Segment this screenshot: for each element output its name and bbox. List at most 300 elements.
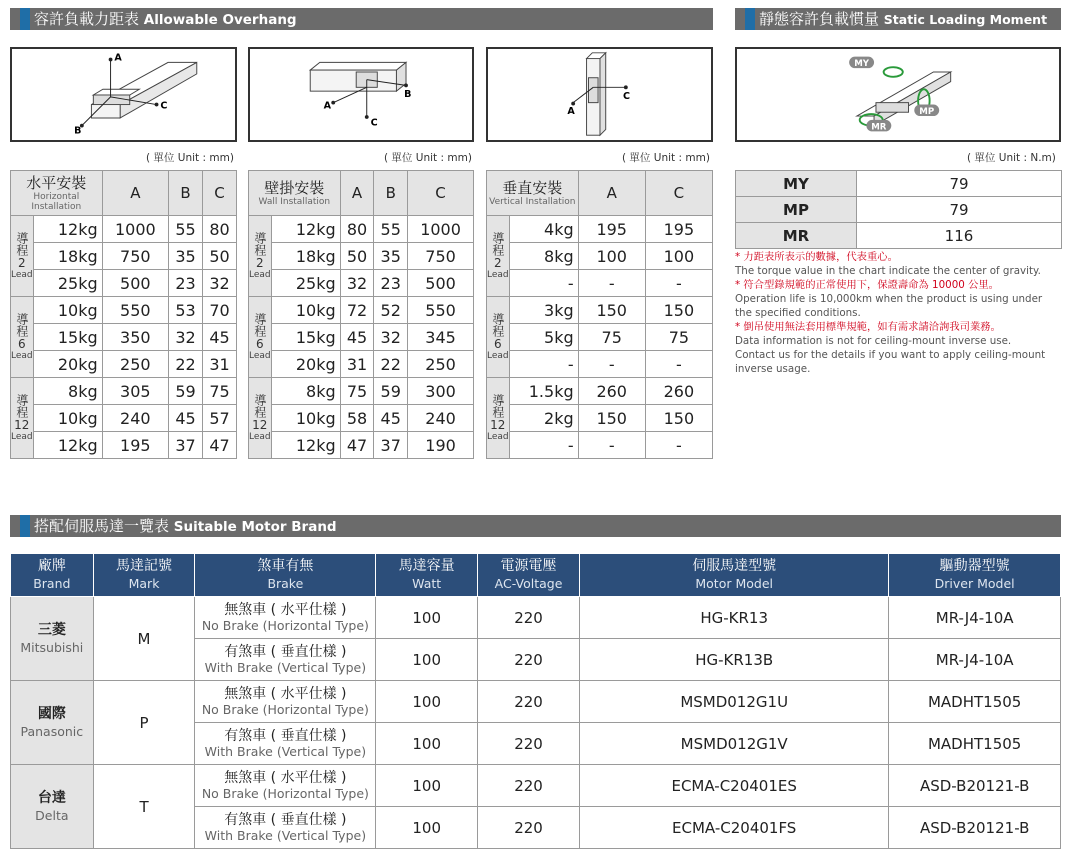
brand-en: Delta bbox=[35, 807, 69, 823]
load-cell: 15kg bbox=[33, 324, 102, 351]
value-cell: 240 bbox=[408, 405, 474, 432]
table-row bbox=[11, 351, 237, 378]
lead-group-label bbox=[487, 378, 510, 459]
value-cell: 250 bbox=[102, 351, 168, 378]
lead-group-label bbox=[487, 297, 510, 378]
value-cell: 500 bbox=[102, 270, 168, 297]
motor-row bbox=[11, 765, 1061, 807]
column-header-b: B bbox=[169, 171, 203, 216]
value-cell: 150 bbox=[645, 405, 712, 432]
overhang-header-row bbox=[487, 171, 713, 216]
lead-zh: 導程 bbox=[14, 393, 29, 418]
value-cell: - bbox=[645, 270, 712, 297]
value-cell: 45 bbox=[169, 405, 203, 432]
column-header-a: A bbox=[102, 171, 168, 216]
static-moment-title-en: Static Loading Moment bbox=[883, 12, 1048, 27]
brand-en: Mitsubishi bbox=[20, 639, 84, 655]
motor-header-brake bbox=[195, 554, 376, 597]
horizontal-installation-diagram bbox=[10, 47, 237, 142]
lead-num: 2 bbox=[255, 255, 264, 270]
motor-header-driver-model bbox=[889, 554, 1061, 597]
watt-cell: 100 bbox=[376, 807, 478, 849]
table-row bbox=[487, 405, 713, 432]
installation-name-zh: 垂直安裝 bbox=[502, 179, 563, 197]
lead-zh: 導程 bbox=[490, 231, 505, 256]
motor-header-motor-model bbox=[580, 554, 889, 597]
value-cell: 100 bbox=[645, 243, 712, 270]
table-row bbox=[487, 432, 713, 459]
lead-group-label bbox=[11, 378, 34, 459]
load-cell: - bbox=[509, 270, 578, 297]
motor-title-en: Suitable Motor Brand bbox=[173, 519, 337, 535]
motor-header-ac-voltage bbox=[478, 554, 580, 597]
load-cell: 5kg bbox=[509, 324, 578, 351]
lead-zh: 導程 bbox=[252, 312, 267, 337]
brand-cell bbox=[11, 765, 94, 849]
static-moment-table bbox=[735, 170, 1062, 249]
installation-name-zh: 水平安裝 bbox=[26, 174, 87, 192]
installation-type-header bbox=[487, 171, 579, 216]
value-cell: 47 bbox=[340, 432, 374, 459]
brake-cell bbox=[195, 681, 376, 723]
motor-row bbox=[11, 681, 1061, 723]
unit-label-vertical: ( 單位 Unit : mm) bbox=[622, 152, 710, 164]
overhang-title-zh: 容許負載力距表 bbox=[34, 10, 140, 28]
brand-en: Panasonic bbox=[20, 723, 84, 739]
value-cell: 350 bbox=[102, 324, 168, 351]
driver-cell: MR-J4-10A bbox=[889, 597, 1061, 639]
value-cell: 32 bbox=[203, 270, 237, 297]
brake-cell bbox=[195, 639, 376, 681]
unit-label-wall: ( 單位 Unit : mm) bbox=[384, 152, 472, 164]
moment-value: 116 bbox=[857, 223, 1062, 249]
static-moment-diagram bbox=[735, 47, 1061, 142]
moment-row bbox=[736, 223, 1062, 249]
load-cell: 2kg bbox=[509, 405, 578, 432]
installation-name-en: Wall Installation bbox=[258, 197, 331, 207]
axis-a-label: A bbox=[323, 100, 332, 112]
value-cell: 31 bbox=[203, 351, 237, 378]
load-cell: 25kg bbox=[271, 270, 340, 297]
motor-row bbox=[11, 597, 1061, 639]
value-cell: - bbox=[645, 351, 712, 378]
brake-cell bbox=[195, 597, 376, 639]
mr-label: MR bbox=[871, 122, 887, 133]
brake-zh: 無煞車 ( 水平仕樣 ) bbox=[224, 601, 347, 618]
moment-row bbox=[736, 171, 1062, 197]
brake-en: With Brake (Vertical Type) bbox=[204, 659, 367, 675]
overhang-header-row bbox=[249, 171, 474, 216]
value-cell: 550 bbox=[102, 297, 168, 324]
driver-cell: MADHT1505 bbox=[889, 681, 1061, 723]
lead-en: Lead bbox=[249, 431, 271, 442]
moment-key: MR bbox=[736, 223, 857, 249]
lead-num: 12 bbox=[252, 417, 268, 432]
brand-zh: 台達 bbox=[37, 789, 66, 806]
note-line: Data information is not for ceiling-mount inverse use. bbox=[735, 335, 1012, 347]
table-row bbox=[249, 324, 474, 351]
header-en: Motor Model bbox=[695, 576, 773, 591]
table-row bbox=[11, 270, 237, 297]
brake-en: With Brake (Vertical Type) bbox=[204, 743, 367, 759]
static-moment-title-zh: 靜態容許負載慣量 bbox=[759, 10, 880, 28]
model-cell: ECMA-C20401FS bbox=[580, 807, 889, 849]
value-cell: 80 bbox=[340, 216, 374, 243]
brake-en: No Brake (Horizontal Type) bbox=[201, 617, 369, 633]
moment-key: MY bbox=[736, 171, 857, 197]
value-cell: 35 bbox=[374, 243, 408, 270]
load-cell: - bbox=[509, 432, 578, 459]
note-line: * 符合型錄規範的正常使用下，保證壽命為 10000 公里。 bbox=[735, 279, 999, 291]
voltage-cell: 220 bbox=[478, 723, 580, 765]
my-label: MY bbox=[854, 59, 870, 70]
installation-name-zh: 壁掛安裝 bbox=[264, 179, 325, 197]
table-row bbox=[249, 378, 474, 405]
header-en: Mark bbox=[128, 576, 160, 591]
lead-en: Lead bbox=[11, 269, 33, 280]
value-cell: 52 bbox=[374, 297, 408, 324]
installation-type-header bbox=[11, 171, 103, 216]
brake-zh: 有煞車 ( 垂直仕樣 ) bbox=[224, 727, 347, 744]
wall-installation-diagram bbox=[248, 47, 474, 142]
axis-a-label: A bbox=[114, 52, 122, 64]
value-cell: 1000 bbox=[408, 216, 474, 243]
value-cell: 70 bbox=[203, 297, 237, 324]
brake-cell bbox=[195, 807, 376, 849]
lead-en: Lead bbox=[487, 350, 509, 361]
voltage-cell: 220 bbox=[478, 807, 580, 849]
value-cell: 150 bbox=[578, 297, 645, 324]
table-row bbox=[487, 324, 713, 351]
value-cell: 750 bbox=[408, 243, 474, 270]
driver-cell: MADHT1505 bbox=[889, 723, 1061, 765]
table-row bbox=[11, 324, 237, 351]
voltage-cell: 220 bbox=[478, 639, 580, 681]
load-cell: 3kg bbox=[509, 297, 578, 324]
table-row bbox=[11, 297, 237, 324]
watt-cell: 100 bbox=[376, 639, 478, 681]
value-cell: 22 bbox=[374, 351, 408, 378]
header-zh: 電源電壓 bbox=[500, 558, 557, 574]
table-row bbox=[11, 243, 237, 270]
value-cell: 100 bbox=[578, 243, 645, 270]
header-zh: 廠牌 bbox=[37, 558, 66, 574]
driver-cell: MR-J4-10A bbox=[889, 639, 1061, 681]
table-row bbox=[487, 270, 713, 297]
header-zh: 煞車有無 bbox=[257, 558, 314, 574]
wall-overhang-table bbox=[248, 170, 474, 459]
value-cell: 32 bbox=[169, 324, 203, 351]
value-cell: 57 bbox=[203, 405, 237, 432]
axis-c-label: C bbox=[370, 117, 378, 129]
value-cell: 750 bbox=[102, 243, 168, 270]
lead-en: Lead bbox=[11, 350, 33, 361]
note-line: Contact us for the details if you want to apply ceiling-mount inverse usage. bbox=[735, 349, 1046, 375]
value-cell: 23 bbox=[374, 270, 408, 297]
load-cell: 10kg bbox=[271, 405, 340, 432]
value-cell: 75 bbox=[578, 324, 645, 351]
column-header-b: B bbox=[374, 171, 408, 216]
header-en: Watt bbox=[412, 576, 442, 591]
header-zh: 馬達容量 bbox=[398, 558, 455, 574]
load-cell: 12kg bbox=[33, 216, 102, 243]
motor-section-header bbox=[10, 515, 1061, 537]
value-cell: 300 bbox=[408, 378, 474, 405]
brake-zh: 有煞車 ( 垂直仕樣 ) bbox=[224, 811, 347, 828]
model-cell: HG-KR13 bbox=[580, 597, 889, 639]
lead-num: 6 bbox=[493, 336, 502, 351]
lead-group-label bbox=[11, 297, 34, 378]
brake-en: No Brake (Horizontal Type) bbox=[201, 785, 369, 801]
voltage-cell: 220 bbox=[478, 597, 580, 639]
axis-b-label: B bbox=[404, 88, 412, 100]
value-cell: - bbox=[578, 351, 645, 378]
value-cell: 1000 bbox=[102, 216, 168, 243]
header-en: Driver Model bbox=[934, 576, 1015, 591]
value-cell: - bbox=[578, 432, 645, 459]
value-cell: 195 bbox=[645, 216, 712, 243]
brand-zh: 三菱 bbox=[37, 621, 66, 638]
header-zh: 伺服馬達型號 bbox=[692, 558, 777, 574]
table-row bbox=[249, 243, 474, 270]
horizontal-overhang-table bbox=[10, 170, 237, 459]
header-zh: 驅動器型號 bbox=[939, 558, 1010, 574]
value-cell: 45 bbox=[340, 324, 374, 351]
brake-zh: 無煞車 ( 水平仕樣 ) bbox=[224, 685, 347, 702]
value-cell: 23 bbox=[169, 270, 203, 297]
load-cell: 20kg bbox=[33, 351, 102, 378]
brake-cell bbox=[195, 765, 376, 807]
lead-zh: 導程 bbox=[490, 393, 505, 418]
moment-row bbox=[736, 197, 1062, 223]
value-cell: 31 bbox=[340, 351, 374, 378]
note-line: Operation life is 10,000km when the product is using under the specified conditions. bbox=[735, 293, 1043, 319]
value-cell: 45 bbox=[374, 405, 408, 432]
note-line: The torque value in the chart indicate the center of gravity. bbox=[735, 265, 1041, 277]
lead-group-label bbox=[249, 216, 272, 297]
value-cell: 37 bbox=[169, 432, 203, 459]
lead-group-label bbox=[249, 378, 272, 459]
value-cell: - bbox=[578, 270, 645, 297]
moment-key: MP bbox=[736, 197, 857, 223]
model-cell: HG-KR13B bbox=[580, 639, 889, 681]
lead-en: Lead bbox=[11, 431, 33, 442]
installation-name-en: Horizontal Installation bbox=[31, 192, 82, 212]
lead-en: Lead bbox=[249, 269, 271, 280]
table-row bbox=[249, 432, 474, 459]
table-row bbox=[249, 351, 474, 378]
motor-header-mark bbox=[93, 554, 195, 597]
value-cell: 75 bbox=[340, 378, 374, 405]
column-header-c: C bbox=[203, 171, 237, 216]
vertical-rail-drawing bbox=[488, 49, 711, 140]
wall-rail-drawing bbox=[250, 49, 472, 140]
value-cell: 72 bbox=[340, 297, 374, 324]
brake-en: No Brake (Horizontal Type) bbox=[201, 701, 369, 717]
value-cell: 550 bbox=[408, 297, 474, 324]
axis-b-label: B bbox=[74, 125, 82, 137]
mp-label: MP bbox=[919, 107, 935, 118]
lead-zh: 導程 bbox=[252, 231, 267, 256]
load-cell: 18kg bbox=[33, 243, 102, 270]
load-cell: 1.5kg bbox=[509, 378, 578, 405]
lead-num: 12 bbox=[490, 417, 506, 432]
load-cell: 8kg bbox=[509, 243, 578, 270]
mark-cell: M bbox=[93, 597, 195, 681]
table-row bbox=[249, 405, 474, 432]
model-cell: ECMA-C20401ES bbox=[580, 765, 889, 807]
brake-zh: 有煞車 ( 垂直仕樣 ) bbox=[224, 643, 347, 660]
watt-cell: 100 bbox=[376, 723, 478, 765]
axis-c-label: C bbox=[622, 90, 630, 102]
value-cell: 47 bbox=[203, 432, 237, 459]
brand-cell bbox=[11, 597, 94, 681]
table-row bbox=[487, 216, 713, 243]
load-cell: 8kg bbox=[271, 378, 340, 405]
moment-value: 79 bbox=[857, 171, 1062, 197]
motor-header-brand bbox=[11, 554, 94, 597]
header-en: Brake bbox=[267, 576, 304, 591]
table-row bbox=[487, 297, 713, 324]
overhang-header-row bbox=[11, 171, 237, 216]
lead-zh: 導程 bbox=[252, 393, 267, 418]
axis-a-label: A bbox=[567, 106, 575, 118]
load-cell: 25kg bbox=[33, 270, 102, 297]
table-row bbox=[11, 405, 237, 432]
installation-type-header bbox=[249, 171, 341, 216]
value-cell: 250 bbox=[408, 351, 474, 378]
table-row bbox=[487, 351, 713, 378]
value-cell: 260 bbox=[578, 378, 645, 405]
value-cell: 240 bbox=[102, 405, 168, 432]
value-cell: 45 bbox=[203, 324, 237, 351]
value-cell: 500 bbox=[408, 270, 474, 297]
unit-label-moment: ( 單位 Unit : N.m) bbox=[967, 152, 1056, 164]
value-cell: - bbox=[645, 432, 712, 459]
value-cell: 345 bbox=[408, 324, 474, 351]
lead-en: Lead bbox=[487, 431, 509, 442]
load-cell: 15kg bbox=[271, 324, 340, 351]
load-cell: 10kg bbox=[33, 405, 102, 432]
lead-num: 12 bbox=[14, 417, 30, 432]
table-row bbox=[11, 216, 237, 243]
column-header-a: A bbox=[340, 171, 374, 216]
axis-c-label: C bbox=[160, 100, 168, 112]
note-line: * 倒吊使用無法套用標準規範，如有需求請洽詢我司業務。 bbox=[735, 321, 1001, 333]
mark-cell: P bbox=[93, 681, 195, 765]
brake-en: With Brake (Vertical Type) bbox=[204, 827, 367, 843]
motor-title-zh: 搭配伺服馬達一覽表 bbox=[34, 517, 170, 535]
moment-rail-drawing bbox=[737, 49, 1059, 140]
header-en: Brand bbox=[33, 576, 71, 591]
note-line: * 力距表所表示的數據，代表重心。 bbox=[735, 251, 898, 263]
value-cell: 22 bbox=[169, 351, 203, 378]
value-cell: 32 bbox=[374, 324, 408, 351]
load-cell: 4kg bbox=[509, 216, 578, 243]
vertical-installation-diagram bbox=[486, 47, 713, 142]
table-row bbox=[11, 378, 237, 405]
table-row bbox=[249, 216, 474, 243]
table-row bbox=[11, 432, 237, 459]
brand-cell bbox=[11, 681, 94, 765]
value-cell: 75 bbox=[645, 324, 712, 351]
lead-num: 6 bbox=[255, 336, 264, 351]
load-cell: 10kg bbox=[271, 297, 340, 324]
lead-zh: 導程 bbox=[490, 312, 505, 337]
load-cell: 8kg bbox=[33, 378, 102, 405]
column-header-a: A bbox=[578, 171, 645, 216]
value-cell: 55 bbox=[169, 216, 203, 243]
load-cell: 18kg bbox=[271, 243, 340, 270]
value-cell: 55 bbox=[374, 216, 408, 243]
load-cell: 10kg bbox=[33, 297, 102, 324]
overhang-title-en: Allowable Overhang bbox=[143, 12, 297, 28]
lead-group-label bbox=[487, 216, 510, 297]
mark-cell: T bbox=[93, 765, 195, 849]
lead-num: 2 bbox=[17, 255, 26, 270]
value-cell: 59 bbox=[169, 378, 203, 405]
load-cell: 20kg bbox=[271, 351, 340, 378]
lead-zh: 導程 bbox=[14, 231, 29, 256]
overhang-section-header bbox=[10, 8, 713, 30]
table-row bbox=[487, 378, 713, 405]
vertical-overhang-table bbox=[486, 170, 713, 459]
motor-brand-table bbox=[10, 553, 1061, 849]
lead-zh: 導程 bbox=[14, 312, 29, 337]
value-cell: 190 bbox=[408, 432, 474, 459]
value-cell: 35 bbox=[169, 243, 203, 270]
header-en: AC-Voltage bbox=[494, 576, 563, 591]
table-row bbox=[249, 270, 474, 297]
installation-name-en: Vertical Installation bbox=[489, 197, 576, 207]
load-cell: 12kg bbox=[271, 216, 340, 243]
value-cell: 58 bbox=[340, 405, 374, 432]
lead-num: 6 bbox=[17, 336, 26, 351]
value-cell: 32 bbox=[340, 270, 374, 297]
value-cell: 80 bbox=[203, 216, 237, 243]
brake-zh: 無煞車 ( 水平仕樣 ) bbox=[224, 769, 347, 786]
value-cell: 260 bbox=[645, 378, 712, 405]
value-cell: 75 bbox=[203, 378, 237, 405]
model-cell: MSMD012G1U bbox=[580, 681, 889, 723]
value-cell: 50 bbox=[203, 243, 237, 270]
static-moment-notes bbox=[735, 250, 1062, 376]
header-zh: 馬達記號 bbox=[116, 558, 173, 574]
voltage-cell: 220 bbox=[478, 765, 580, 807]
lead-group-label bbox=[249, 297, 272, 378]
voltage-cell: 220 bbox=[478, 681, 580, 723]
lead-num: 2 bbox=[493, 255, 502, 270]
value-cell: 50 bbox=[340, 243, 374, 270]
value-cell: 37 bbox=[374, 432, 408, 459]
table-row bbox=[249, 297, 474, 324]
lead-en: Lead bbox=[249, 350, 271, 361]
brand-zh: 國際 bbox=[37, 705, 66, 722]
brake-cell bbox=[195, 723, 376, 765]
column-header-c: C bbox=[408, 171, 474, 216]
static-moment-section-header bbox=[735, 8, 1061, 30]
watt-cell: 100 bbox=[376, 765, 478, 807]
driver-cell: ASD-B20121-B bbox=[889, 765, 1061, 807]
load-cell: 12kg bbox=[33, 432, 102, 459]
column-header-c: C bbox=[645, 171, 712, 216]
moment-value: 79 bbox=[857, 197, 1062, 223]
value-cell: 305 bbox=[102, 378, 168, 405]
lead-en: Lead bbox=[487, 269, 509, 280]
value-cell: 150 bbox=[645, 297, 712, 324]
motor-header-row bbox=[11, 554, 1061, 597]
watt-cell: 100 bbox=[376, 681, 478, 723]
